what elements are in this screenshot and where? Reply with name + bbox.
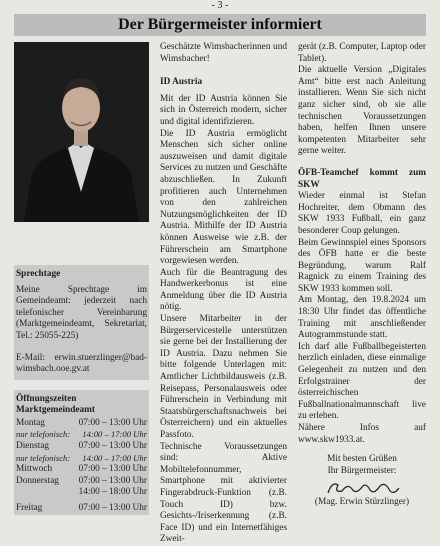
page-number: - 3 - [211,0,229,11]
closing-line: Mit besten Grüßen [327,454,397,465]
handwritten-signature [322,479,402,497]
signature-name: (Mag. Erwin Stürzlinger) [314,497,410,508]
hours-time: 07:00 – 13:00 Uhr [78,475,147,486]
sprechtage-heading: Sprechtage [16,269,61,279]
paragraph: gerät (z.B. Computer, Laptop oder Tablet). [298,42,426,64]
hours-row [14,453,149,465]
hours-time: 14:00 – 17:00 Uhr [82,429,147,440]
hours-time: 07:00 – 13:00 Uhr [78,417,147,428]
hours-day: nur telefonisch: [16,452,71,463]
hours-day: Freitag [16,503,43,514]
hours-row [14,418,149,430]
paragraph: Unsere Mitarbeiter in der Bürgerservicestelle unterstützen sie gerne bei der Installierung der ID Austria. Dazu nehmen Sie bitte folgende Unterlagen mit: Amtlicher Lichtbildausweis (z.B. Reisepass, Personalausweis oder Führerschein in Verbindung mit Staatsbürgerschaftsnachweis bei Österreichern) und ein aktuelles Passfoto. [160,314,287,440]
hours-time: 07:00 – 13:00 Uhr [78,464,147,475]
paragraph: Technische Voraussetzungen sind: Aktive Mobiltelefonnummer, Smartphone mit aktivierter Fingerabdruck-Funktion (z.B. Touch ID) bzw. Gesichts-/Iriserkennung (z.B. Face ID) und ein Internetfähiges Zweit- [160,441,287,545]
email-row [14,345,149,380]
email-address: erwin.stuerzlinger@bad-wimsbach.ooe.gv.at [16,352,147,375]
section-heading-id-austria: ID Austria [160,77,203,88]
hours-row [14,487,149,499]
hours-time: 07:00 – 13:00 Uhr [78,440,147,451]
paragraph: Beim Gewinnspiel eines Sponsors des ÖFB hatte er die beste Begründung, warum Ralf Ragnick zu einem Training des SKW 1933 kommen soll. [298,237,426,294]
opening-hours-table [14,418,149,515]
hours-day: Donnerstag [16,475,59,486]
opening-hours-box [14,390,149,515]
paragraph: Die ID Austria ermöglicht Menschen sich sicher online auszuweisen und damit digitale Services zu nutzen und Geschäfte abzuschließen. In Zukunft profitieren auch Unternehmen von den zahlreichen Nutzungsmöglichkeiten der ID Austria. Mithilfe der ID Austria können Ausweise wie z.B. der Führerschein am Smartphone vorgewiesen werden. [160,128,287,267]
paragraph: Ich darf alle Fußballbegeisterten herzlich einladen, diese einmalige Gelegenheit zu nutzen und den Erfolgstrainer der österreichischen Fußballnationalmannschaft live zu erleben. [298,341,426,422]
closing-line-2: Ihr Bürgermeister: [327,465,397,476]
hours-row [14,464,149,476]
section-heading-oefb: ÖFB-Teamchef kommt zum SKW [298,167,426,190]
hours-day: Montag [16,417,45,428]
hours-time: 14:00 – 18:00 Uhr [78,487,147,498]
hours-day: nur telefonisch: [16,429,71,440]
paragraph: Wieder einmal ist Stefan Hochreiter, dem Obmann des SKW 1933 Fußball, ein ganz besonderer Coup gelungen. [298,191,426,236]
left-column [14,42,149,515]
paragraph: Am Montag, den 19.8.2024 um 18:30 Uhr findet das öffentliche Training mit anschließender Autogrammstunde statt. [298,295,426,341]
signature-block [298,454,426,509]
paragraph: Nähere Infos auf www.skw1933.at. [298,423,426,445]
portrait-image [14,42,149,222]
page-title: Der Bürgermeister informiert [14,14,426,36]
hours-row [14,429,149,441]
hours-row [14,441,149,453]
email-label: E-Mail: [16,352,45,363]
hours-time: 14:00 – 17:00 Uhr [82,452,147,463]
paragraph: Auch für die Beantragung des Handwerkerbonus ist eine Anmeldung über die ID Austria nötig. [160,267,287,313]
hours-row [14,476,149,488]
mayor-portrait [14,42,149,222]
right-column [298,42,426,509]
contact-box [14,265,149,380]
hours-day: Mittwoch [16,464,53,475]
hours-day: Dienstag [16,440,50,451]
hours-day [14,487,74,499]
hours-time: 07:00 – 13:00 Uhr [78,503,147,514]
middle-column [160,42,287,546]
sprechtage-text: Meine Sprechtage im Gemeindeamt: jederzeit nach telefonischer Vereinbarung (Marktgemeindeamt, Sekretariat, Tel.: 25055-225) [16,284,147,341]
paragraph: Mit der ID Austria können Sie sich in Österreich modern, sicher und digital identifizieren. [160,93,287,127]
hours-row [14,499,149,515]
greeting: Geschätzte Wimsbacherinnen und Wimsbacher! [160,42,287,64]
paragraph: Die aktuelle Version „Digitales Amt“ bitte erst nach Anleitung installieren. Wenn Sie sich nicht ganz sicher sind, ob sie alle technischen Voraussetzungen haben, helfen Ihnen unsere kompetenten Mitarbeiter sehr gerne weiter. [298,65,426,157]
opening-hours-heading: Öffnungszeiten Marktgemeindeamt [16,393,96,415]
